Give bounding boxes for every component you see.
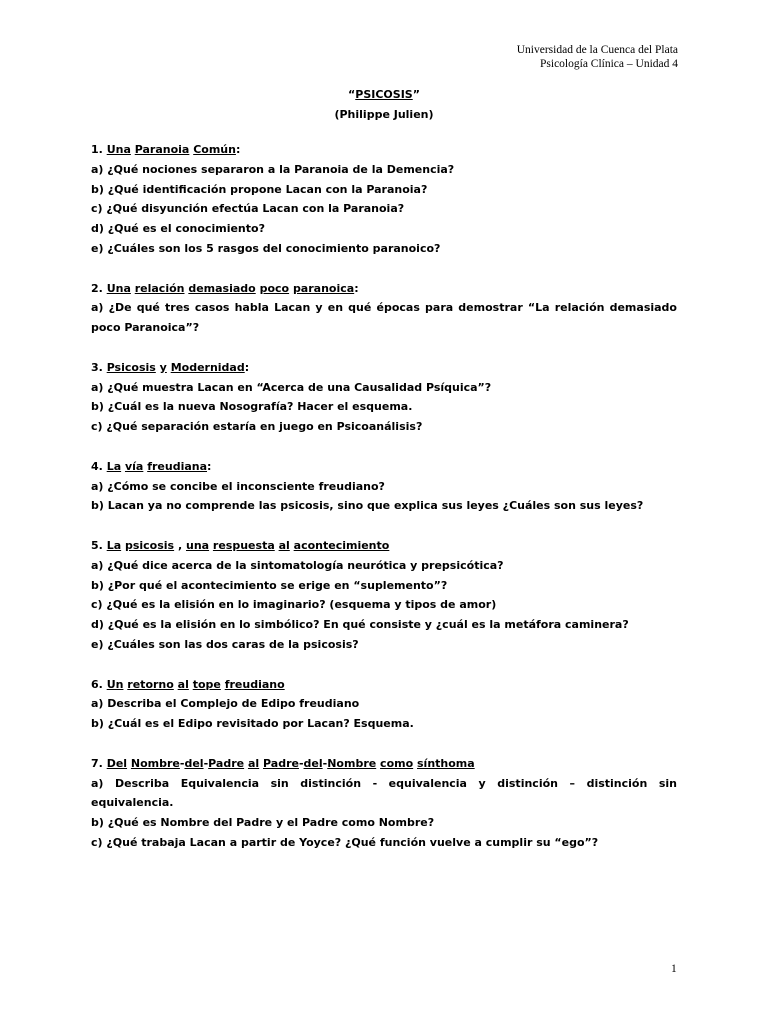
section-title-end: : [235,143,241,156]
section-title-word: relación [134,281,185,295]
section-number: 7. [91,756,103,770]
section-title-word: psicosis [124,538,175,552]
document-title-block [0,85,768,125]
section-heading [91,536,677,556]
question-list [91,140,677,872]
question-item: a) ¿Cómo se concibe el inconsciente freudiano? [91,479,385,493]
document-header [517,43,678,71]
section-1 [91,140,677,259]
section-2 [91,279,677,338]
question-item: b) Lacan ya no comprende las psicosis, sino que explica sus leyes ¿Cuáles son sus leyes? [91,499,644,513]
question-item: b) ¿Cuál es la nueva Nosografía? Hacer el esquema. [91,400,413,414]
section-title-punct: - [298,756,304,770]
document-title-word: PSICOSIS [355,88,413,101]
section-title-word: Paranoia [134,143,190,156]
section-title-end: : [207,459,212,473]
question-item: c) ¿Qué separación estaría en juego en Psicoanálisis? [91,420,423,434]
section-title-word: vía [124,459,144,473]
question-item: c) ¿Qué disyunción efectúa Lacan con la Paranoia? [91,202,405,216]
question-item: d) ¿Qué es el conocimiento? [91,222,265,236]
section-title-word: Modernidad [170,360,245,374]
section-title-word: poco [259,281,290,295]
question-item: e) ¿Cuáles son los 5 rasgos del conocimiento paranoico? [91,241,441,255]
section-title-word: Un [106,677,124,691]
question-item: c) ¿Qué trabaja Lacan a partir de Yoyce? ¿Qué función vuelve a cumplir su “ego”? [91,835,599,849]
question-item: a) Describa el Complejo de Edipo freudiano [91,697,360,711]
question-item: b) ¿Qué es Nombre del Padre y el Padre como Nombre? [91,816,435,830]
page-number: 1 [671,963,677,975]
section-title-end: : [354,281,359,295]
section-heading [91,754,677,774]
question-item: b) ¿Por qué el acontecimiento se erige en “suplemento”? [91,578,448,592]
section-title-punct: - [203,756,209,770]
question-item: d) ¿Qué es la elisión en lo simbólico? En qué consiste y ¿cuál es la metáfora caminera? [91,618,629,632]
section-title-word: Del [106,756,128,770]
section-title-word: al [278,538,290,552]
question-item: b) ¿Qué identificación propone Lacan con la Paranoia? [91,182,428,196]
section-title-word: al [247,756,260,770]
section-title-word: La [106,538,122,552]
section-title-punct: - [179,756,185,770]
section-number: 3. [91,360,103,374]
section-heading [91,358,677,378]
section-number: 5. [91,538,103,552]
section-title-word: y [159,360,167,374]
section-5 [91,536,677,655]
question-item: b) ¿Cuál es el Edipo revisitado por Lacan? Esquema. [91,717,414,731]
section-title-word: del [184,756,204,770]
section-6 [91,675,677,734]
section-title-word: Padre [208,756,245,770]
section-title-word: Una [106,143,131,156]
section-number: 1. [91,143,103,156]
section-number: 2. [91,281,103,295]
question-item: e) ¿Cuáles son las dos caras de la psicosis? [91,637,359,651]
section-title-end: : [244,360,250,374]
section-title-word: del [303,756,323,770]
section-title-word: sínthoma [417,756,475,770]
section-title-word: demasiado [188,281,256,295]
section-7 [91,754,677,853]
section-heading [91,279,677,299]
section-title-word: Una [106,281,131,295]
question-item: a) ¿De qué tres casos habla Lacan y en qué épocas para demostrar “La relación demasiado poco Paranoica”? [91,301,677,335]
section-title-word: acontecimiento [293,538,390,552]
section-title-word: freudiano [224,677,285,691]
section-title-word: retorno [127,677,174,691]
question-item: c) ¿Qué es la elisión en lo imaginario? (esquema y tipos de amor) [91,598,497,612]
question-item: a) Describa Equivalencia sin distinción - equivalencia y distinción – distinción sin equivalencia. [91,776,677,810]
section-title-word: tope [192,677,221,691]
section-heading [91,675,677,695]
section-title-word: Nombre [327,756,377,770]
header-university: Universidad de la Cuenca del Plata [516,44,678,56]
section-title-word: Padre [263,756,299,770]
section-heading [91,457,677,477]
section-title-word: Nombre [130,756,180,770]
document-title: “PSICOSIS” [348,88,420,101]
section-title-punct: - [322,756,328,770]
section-title-word: freudiana [147,459,208,473]
section-title-punct: , [177,538,183,552]
section-title-word: al [177,677,189,691]
section-title-word: Psicosis [106,360,156,374]
section-heading [91,140,677,160]
section-title-word: La [106,459,122,473]
section-title-word: como [380,756,414,770]
section-3 [91,358,677,437]
question-item: a) ¿Qué dice acerca de la sintomatología neurótica y prepsicótica? [91,558,504,572]
section-title-word: respuesta [212,538,275,552]
document-author: (Philippe Julien) [334,108,434,121]
section-title-word: paranoica [292,281,355,295]
section-title-word: Común [193,143,236,156]
question-item: a) ¿Qué nociones separaron a la Paranoia de la Demencia? [91,162,455,176]
header-course: Psicología Clínica – Unidad 4 [540,58,678,70]
section-number: 4. [91,459,103,473]
section-title-word: una [185,538,210,552]
section-number: 6. [91,677,103,691]
question-item: a) ¿Qué muestra Lacan en “Acerca de una Causalidad Psíquica”? [91,380,492,394]
section-4 [91,457,677,516]
